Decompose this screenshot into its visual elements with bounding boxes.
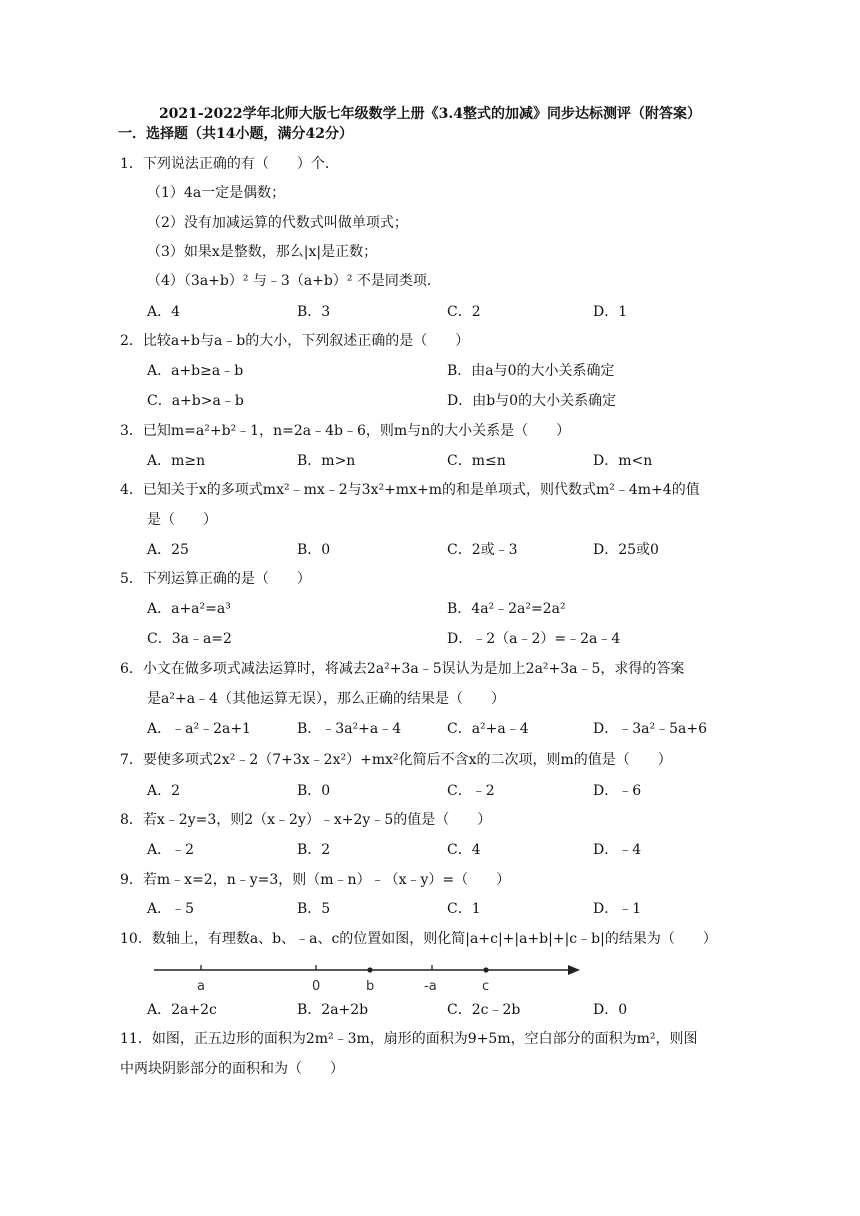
q9-option-b[interactable]: B．5: [297, 901, 331, 917]
q5-option-c[interactable]: C．3a﹣a=2: [147, 631, 232, 647]
q10-option-b[interactable]: B．2a+2b: [297, 1002, 369, 1018]
question-4-stem-cont: 是（ ）: [147, 512, 217, 528]
q7-option-d[interactable]: D．﹣6: [593, 783, 642, 799]
q2-option-b[interactable]: B．由a与0的大小关系确定: [447, 363, 615, 379]
point-b: [367, 967, 372, 972]
question-11-stem: 11．如图，正五边形的面积为2m²﹣3m，扇形的面积为9+5m，空白部分的面积为m²，则图: [120, 1031, 698, 1047]
q1-option-d[interactable]: D．1: [593, 304, 628, 320]
q10-option-c[interactable]: C．2c﹣2b: [447, 1002, 521, 1018]
q1-statement-4: （4）（3a+b）² 与﹣3（a+b）² 不是同类项．: [147, 273, 441, 289]
q9-option-a[interactable]: A．﹣5: [147, 901, 195, 917]
q1-statement-1: （1）4a一定是偶数；: [147, 185, 286, 201]
q6-option-c[interactable]: C．a²+a﹣4: [447, 721, 529, 737]
question-10-stem: 10．数轴上，有理数a、b、﹣a、c的位置如图，则化简|a+c|+|a+b|+|c﹣b|的结果为（ ）: [120, 931, 717, 947]
question-4-stem: 4．已知关于x的多项式mx²﹣mx﹣2与3x²+mx+m的和是单项式，则代数式m²﹣4m+4的值: [120, 482, 700, 498]
label-c: c: [482, 979, 490, 994]
q3-option-b[interactable]: B．m>n: [297, 453, 356, 469]
document-title: 2021-2022学年北师大版七年级数学上册《3.4整式的加减》同步达标测评（附答案）: [158, 106, 702, 122]
question-7-stem: 7．要使多项式2x²﹣2（7+3x﹣2x²）+mx²化简后不含x的二次项，则m的值是（ ）: [120, 752, 672, 768]
number-line-arrow: [568, 965, 580, 975]
question-11-stem-cont: 中两块阴影部分的面积和为（ ）: [120, 1061, 344, 1077]
q1-option-a[interactable]: A．4: [147, 304, 181, 320]
q1-statement-2: （2）没有加减运算的代数式叫做单项式；: [147, 215, 408, 231]
q10-option-a[interactable]: A．2a+2c: [147, 1002, 217, 1018]
q8-option-b[interactable]: B．2: [297, 842, 331, 858]
question-8-stem: 8．若x﹣2y=3，则2（x﹣2y）﹣x+2y﹣5的值是（ ）: [120, 812, 492, 828]
q2-option-c[interactable]: C．a+b>a﹣b: [147, 393, 244, 409]
section-heading: 一．选择题（共14小题，满分42分）: [118, 126, 353, 142]
q2-option-d[interactable]: D．由b与0的大小关系确定: [447, 393, 617, 409]
question-6-stem: 6．小文在做多项式减法运算时，将减去2a²+3a﹣5误认为是加上2a²+3a﹣5，求得的答案: [120, 661, 685, 677]
q4-option-a[interactable]: A．25: [147, 542, 189, 558]
question-1-stem: 1．下列说法正确的有（ ）个．: [120, 156, 339, 172]
q10-option-d[interactable]: D．0: [593, 1002, 628, 1018]
label-zero: 0: [312, 979, 321, 994]
q6-option-a[interactable]: A．﹣a²﹣2a+1: [147, 721, 251, 737]
question-5-stem: 5．下列运算正确的是（ ）: [120, 571, 311, 587]
q6-option-d[interactable]: D．﹣3a²﹣5a+6: [593, 721, 707, 737]
q3-option-c[interactable]: C．m≤n: [447, 453, 506, 469]
q8-option-d[interactable]: D．﹣4: [593, 842, 642, 858]
q1-option-c[interactable]: C．2: [447, 304, 481, 320]
question-2-stem: 2．比较a+b与a﹣b的大小，下列叙述正确的是（ ）: [120, 333, 470, 349]
q9-option-d[interactable]: D．﹣1: [593, 901, 642, 917]
number-line-figure: [148, 955, 588, 995]
q3-option-d[interactable]: D．m<n: [593, 453, 653, 469]
q5-option-a[interactable]: A．a+a²=a³: [147, 601, 231, 617]
q2-option-a[interactable]: A．a+b≥a﹣b: [147, 363, 244, 379]
q9-option-c[interactable]: C．1: [447, 901, 481, 917]
q5-option-d[interactable]: D．﹣2（a﹣2）=﹣2a﹣4: [447, 631, 621, 647]
q4-option-b[interactable]: B．0: [297, 542, 331, 558]
q7-option-c[interactable]: C．﹣2: [447, 783, 495, 799]
q8-option-c[interactable]: C．4: [447, 842, 481, 858]
label-a: a: [197, 979, 205, 994]
q3-option-a[interactable]: A．m≥n: [147, 453, 206, 469]
q1-option-b[interactable]: B．3: [297, 304, 331, 320]
question-3-stem: 3．已知m=a²+b²﹣1，n=2a﹣4b﹣6，则m与n的大小关系是（ ）: [120, 423, 571, 439]
q7-option-b[interactable]: B．0: [297, 783, 331, 799]
q4-option-c[interactable]: C．2或﹣3: [447, 542, 518, 558]
q1-statement-3: （3）如果x是整数，那么|x|是正数；: [147, 244, 378, 260]
question-6-stem-cont: 是a²+a﹣4（其他运算无误），那么正确的结果是（ ）: [147, 691, 505, 707]
q8-option-a[interactable]: A．﹣2: [147, 842, 195, 858]
question-9-stem: 9．若m﹣x=2，n﹣y=3，则（m﹣n）﹣（x﹣y）=（ ）: [120, 872, 511, 888]
q5-option-b[interactable]: B．4a²﹣2a²=2a²: [447, 601, 566, 617]
label-neg-a: -a: [424, 979, 437, 994]
q4-option-d[interactable]: D．25或0: [593, 542, 659, 558]
point-c: [483, 967, 488, 972]
label-b: b: [366, 979, 375, 994]
q6-option-b[interactable]: B．﹣3a²+a﹣4: [297, 721, 402, 737]
q7-option-a[interactable]: A．2: [147, 783, 181, 799]
